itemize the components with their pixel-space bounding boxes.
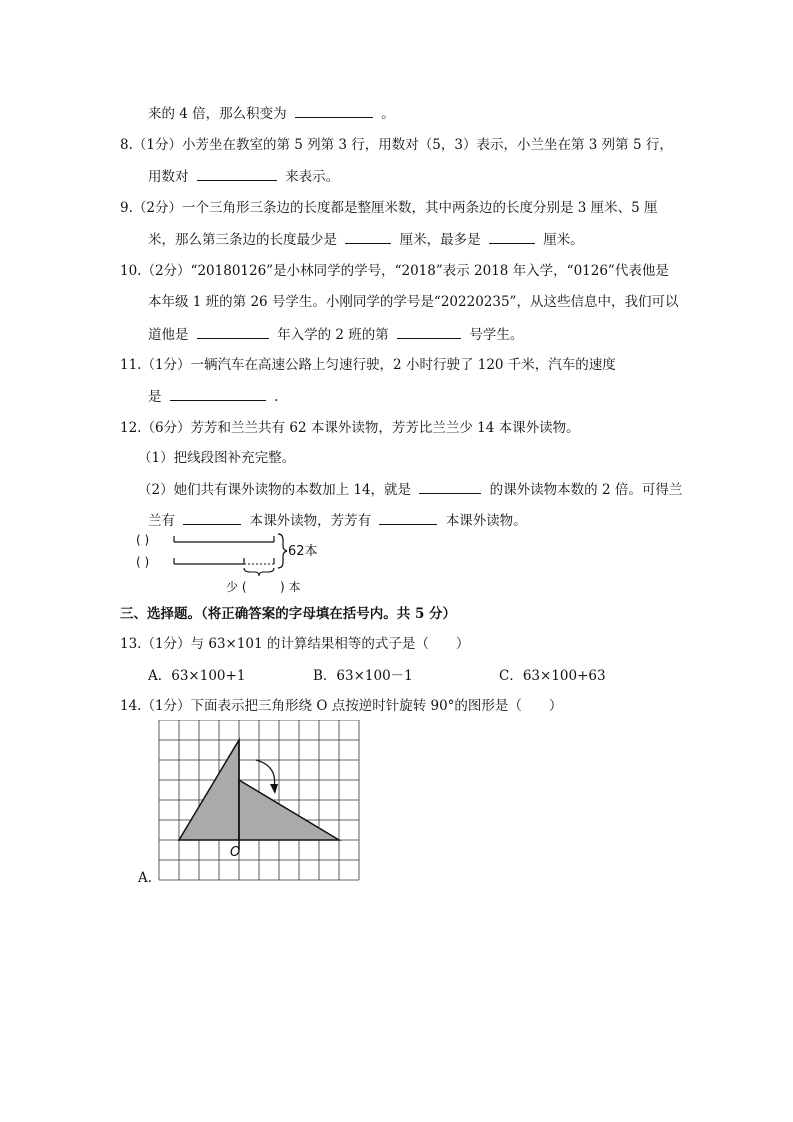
- q11-line2: 是 .: [148, 386, 278, 407]
- q7-tail: 来的 4 倍，那么积变为 。: [148, 103, 395, 124]
- q8-answer-blank[interactable]: [197, 166, 277, 181]
- q12-segment-diagram: [130, 528, 330, 598]
- q9-max-blank[interactable]: [489, 229, 535, 244]
- section3-heading: 三、选择题。（将正确答案的字母填在括号内。共 5 分）: [120, 606, 457, 622]
- q12-sub3: 兰有 本课外读物，芳芳有 本课外读物。: [148, 510, 527, 531]
- rotation-arrowhead: [270, 784, 278, 794]
- original-triangle: [179, 740, 239, 840]
- diagram-paren-1[interactable]: ( ): [136, 533, 150, 547]
- q14-option-a-label[interactable]: A．: [138, 870, 162, 886]
- q10-line1: 10.（2分）“20180126”是小林同学的学号，“2018”表示 2018 年入学，“0126”代表他是: [120, 263, 669, 279]
- total-label: 62本: [288, 544, 318, 559]
- difference-brace: [244, 568, 274, 576]
- q12-line1: 12.（6分）芳芳和兰兰共有 62 本课外读物，芳芳比兰兰少 14 本课外读物。: [120, 420, 580, 436]
- q8-line1: 8.（1分）小芳坐在教室的第 5 列第 3 行，用数对（5，3）表示，小兰坐在第 3 列第 5 行，: [120, 137, 673, 153]
- q11-speed-blank[interactable]: [170, 386, 266, 401]
- q10-line3: 道他是 年入学的 2 班的第 号学生。: [148, 324, 523, 345]
- q14-option-a-figure[interactable]: [158, 720, 362, 884]
- q9-line1: 9.（2分）一个三角形三条边的长度都是整厘米数，其中两条边的长度分别是 3 厘米、5 厘: [120, 200, 658, 216]
- less-label-prefix: 少 (: [226, 580, 247, 594]
- q7-text: 来的 4 倍，那么积变为: [148, 106, 287, 122]
- q11-line1: 11.（1分）一辆汽车在高速公路上匀速行驶，2 小时行驶了 120 千米，汽车的速度: [120, 357, 616, 373]
- q10-year-blank[interactable]: [197, 324, 269, 339]
- rotated-triangle: [239, 780, 339, 840]
- origin-label: O: [230, 845, 241, 860]
- diagram-paren-2[interactable]: ( ): [136, 555, 150, 569]
- q12-who-blank[interactable]: [419, 479, 481, 494]
- q13-option-b[interactable]: B．63×100－1: [313, 668, 413, 684]
- q12-lanlan-blank[interactable]: [183, 510, 241, 525]
- q8-line2: 用数对 来表示。: [148, 166, 339, 187]
- q9-min-blank[interactable]: [345, 229, 391, 244]
- total-brace: [278, 534, 287, 568]
- q9-line2: 米，那么第三条边的长度最少是 厘米，最多是 厘米。: [148, 229, 584, 250]
- q12-fangfang-blank[interactable]: [379, 510, 437, 525]
- q13-stem: 13.（1分）与 63×101 的计算结果相等的式子是（ ）: [120, 636, 470, 652]
- q13-option-c[interactable]: C．63×100+63: [499, 668, 606, 684]
- q12-sub1: （1）把线段图补充完整。: [138, 450, 296, 466]
- q12-sub2: （2）她们共有课外读物的本数加上 14，就是 的课外读物本数的 2 倍。可得兰: [138, 479, 682, 500]
- q14-stem: 14.（1分）下面表示把三角形绕 O 点按逆时针旋转 90°的图形是（ ）: [120, 698, 563, 714]
- q7-answer-blank[interactable]: [295, 103, 373, 118]
- q10-number-blank[interactable]: [397, 324, 461, 339]
- less-label-suffix: ) 本: [280, 580, 301, 594]
- q13-option-a[interactable]: A．63×100+1: [148, 668, 246, 684]
- q10-line2: 本年级 1 班的第 26 号学生。小刚同学的学号是“20220235”，从这些信息中，我们可以: [148, 294, 679, 310]
